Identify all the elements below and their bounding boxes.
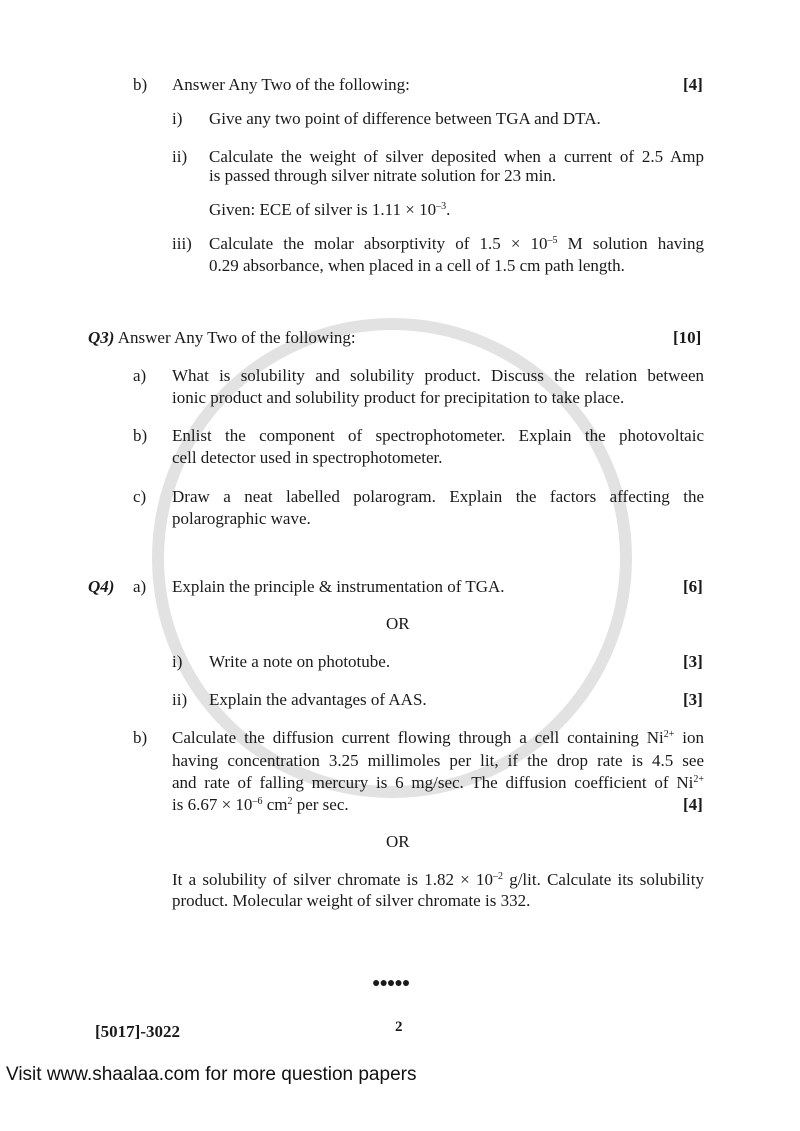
- q4a-label: a): [133, 577, 147, 596]
- q2b-label: b): [133, 75, 148, 94]
- q4b-marks: [4]: [683, 795, 703, 814]
- q4b-label: b): [133, 728, 148, 747]
- q2b-i-text: Give any two point of difference between TGA and DTA.: [209, 109, 601, 128]
- q3c-label: c): [133, 487, 147, 506]
- q3-heading: Q3) Answer Any Two of the following:: [88, 328, 356, 347]
- q2b-iii-line2: 0.29 absorbance, when placed in a cell of 1.5 cm path length.: [209, 256, 625, 275]
- q4-i-marks: [3]: [683, 652, 703, 671]
- q2b-iii-label: iii): [172, 234, 192, 253]
- q4-ii-label: ii): [172, 690, 188, 709]
- q4b-line1: Calculate the diffusion current flowing through a cell containing $Ni^{2+}$ ion: [172, 728, 704, 747]
- q3-marks: [10]: [673, 328, 702, 347]
- q4-i-label: i): [172, 652, 183, 671]
- q4b-line2: having concentration 3.25 millimoles per lit, if the drop rate is 4.5 see: [172, 751, 704, 770]
- q4a-text: Explain the principle & instrumentation of TGA.: [172, 577, 505, 596]
- q4b-line4: is $6.67 \times 10^{-6}$ $cm^2$ per sec.: [172, 795, 349, 814]
- q2b-ii-line2: is passed through silver nitrate solution for 23 min.: [209, 166, 557, 185]
- q4-ii-marks: [3]: [683, 690, 703, 709]
- q3a-line1: What is solubility and solubility product. Discuss the relation between: [172, 366, 704, 385]
- or-separator: OR: [386, 832, 410, 851]
- q2b-title: Answer Any Two of the following:: [172, 75, 410, 94]
- q2b-iii-line1: Calculate the molar absorptivity of $1.5 \times 10^{-5}$ M solution having: [209, 234, 705, 253]
- q4-ii-text: Explain the advantages of AAS.: [209, 690, 427, 709]
- end-marker: ●●●●●: [372, 976, 410, 991]
- q4-i-text: Write a note on phototube.: [209, 652, 391, 671]
- q3b-line2: cell detector used in spectrophotometer.: [172, 448, 443, 467]
- q2b-ii-line1: Calculate the weight of silver deposited when a current of 2.5 Amp: [209, 147, 704, 166]
- q3c-line2: polarographic wave.: [172, 509, 311, 528]
- q2b-i-label: i): [172, 109, 183, 128]
- q4b-alt-line2: product. Molecular weight of silver chromate is 332.: [172, 891, 531, 910]
- q3c-line1: Draw a neat labelled polarogram. Explain the factors affecting the: [172, 487, 704, 506]
- q2b-ii-label: ii): [172, 147, 188, 166]
- q4b-line3: and rate of falling mercury is 6 mg/sec. The diffusion coefficient of $Ni^{2+}$: [172, 773, 704, 792]
- footer-banner-link[interactable]: Visit www.shaalaa.com for more question papers: [6, 1064, 417, 1085]
- q4-label: Q4): [88, 577, 115, 596]
- paper-code: [5017]-3022: [95, 1022, 180, 1041]
- q3b-label: b): [133, 426, 148, 445]
- q2b-ii-given: Given: ECE of silver is $1.11 \times 10^{-3}$.: [209, 200, 451, 219]
- q3a-label: a): [133, 366, 147, 385]
- or-separator: OR: [386, 614, 410, 633]
- q4a-marks: [6]: [683, 577, 703, 596]
- page-number: 2: [395, 1019, 403, 1035]
- q3a-line2: ionic product and solubility product for precipitation to take place.: [172, 388, 625, 407]
- q3b-line1: Enlist the component of spectrophotometer. Explain the photovoltaic: [172, 426, 704, 445]
- q4b-alt-line1: It a solubility of silver chromate is $1.82 \times 10^{-2}$ g/lit. Calculate its solubility: [172, 870, 704, 889]
- q2b-marks: [4]: [683, 75, 703, 94]
